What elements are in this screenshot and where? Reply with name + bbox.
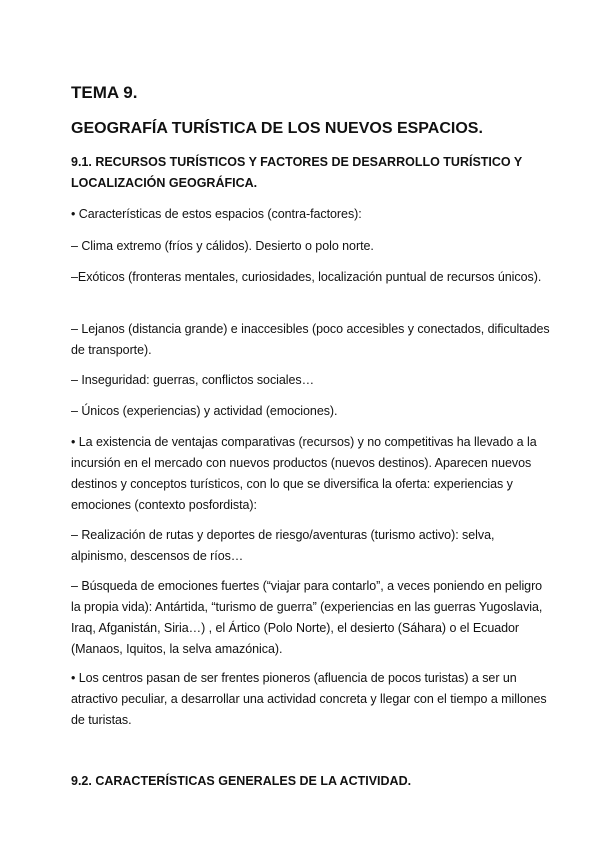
document-title: TEMA 9. (71, 83, 138, 102)
paragraph-distant: – Lejanos (distancia grande) e inaccesibles (poco accesibles y conectados, dificultades de transporte). (71, 322, 550, 357)
paragraph-pioneer-centers: • Los centros pasan de ser frentes pioneros (afluencia de pocos turistas) a ser un atractivo peculiar, a desarrollar una actividad concreta y llegar con el tiempo a millones de turistas. (71, 671, 547, 727)
section-heading-9-2: 9.2. CARACTERÍSTICAS GENERALES DE LA ACTIVIDAD. (71, 774, 412, 788)
paragraph-exotic: –Exóticos (fronteras mentales, curiosidades, localización puntual de recursos únicos). (71, 270, 542, 284)
paragraph-strong-emotions: – Búsqueda de emociones fuertes (“viajar para contarlo”, a veces poniendo en peligro la propia vida): Antártida, “turismo de guerra” (experiencias en las guerras Yugoslavia, Iraq, Afganistán, Siria…) , el Ártico (Polo Norte), el desierto (Sáhara) o el Ecuador (Manaos, Iquitos, la selva amazónica). (71, 579, 543, 656)
paragraph-unique: – Únicos (experiencias) y actividad (emociones). (71, 404, 338, 418)
document-subtitle: GEOGRAFÍA TURÍSTICA DE LOS NUEVOS ESPACIOS. (71, 120, 483, 137)
section-heading-9-1: 9.1. RECURSOS TURÍSTICOS Y FACTORES DE DESARROLLO TURÍSTICO Y LOCALIZACIÓN GEOGRÁFICA. (71, 155, 523, 190)
paragraph-characteristics: • Características de estos espacios (contra-factores): (71, 207, 362, 221)
paragraph-comparative-advantages: • La existencia de ventajas comparativas (recursos) y no competitivas ha llevado a la incursión en el mercado con nuevos productos (nuevos destinos). Aparecen nuevos destinos y conceptos turísticos, con lo que se diversifica la oferta: experiencias y emociones (contexto posfordista): (71, 435, 537, 512)
paragraph-insecurity: – Inseguridad: guerras, conflictos sociales… (71, 373, 315, 387)
paragraph-extreme-climate: – Clima extremo (fríos y cálidos). Desierto o polo norte. (71, 239, 374, 253)
paragraph-routes-sports: – Realización de rutas y deportes de riesgo/aventuras (turismo activo): selva, alpinismo, descensos de ríos… (71, 528, 495, 563)
